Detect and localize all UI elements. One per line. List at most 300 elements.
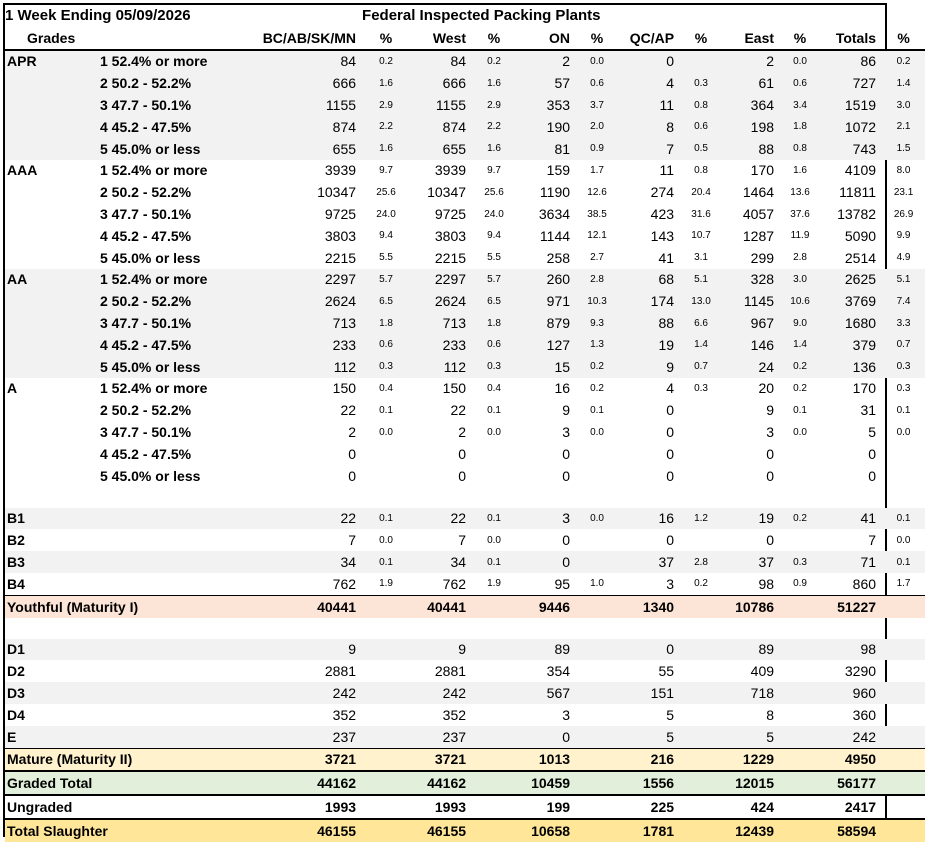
count-cell: 0 (562, 445, 571, 462)
count-cell: 151 (618, 682, 680, 704)
grade-label: 2 50.2 - 52.2% (100, 72, 250, 94)
percent-cell: 0.0 (487, 534, 501, 546)
percent-cell (576, 704, 618, 726)
grade-group (5, 72, 100, 94)
count-cell: 10347 (317, 184, 357, 201)
percent-cell (472, 465, 516, 487)
percent-cell (362, 465, 410, 487)
count-cell: 5 (868, 424, 877, 441)
percent-cell: 8.0 (896, 164, 911, 176)
col-header-totals: Totals (820, 27, 882, 50)
grade-group (5, 94, 100, 116)
table-row (5, 529, 925, 551)
percent-cell: 1.4 (680, 334, 722, 356)
count-cell: 874 (410, 116, 472, 138)
percent-cell: 9.7 (487, 164, 501, 176)
count-cell: 9446 (516, 595, 576, 617)
count-cell: 10347 (427, 184, 467, 201)
grade-label: 1 52.4% or more (100, 50, 250, 73)
percent-cell (680, 50, 722, 73)
col-header-bc: BC/AB/SK/MN (250, 27, 362, 50)
percent-cell: 5.7 (472, 269, 516, 291)
count-cell: 1144 (539, 227, 571, 244)
count-cell: 718 (722, 682, 780, 704)
count-cell: 34 (250, 551, 362, 573)
count-cell: 5090 (844, 227, 877, 244)
grade-group: APR (5, 50, 100, 73)
count-cell: 11 (659, 162, 675, 179)
percent-cell: 0.1 (793, 404, 807, 416)
count-cell: 0 (868, 445, 877, 462)
count-cell: 225 (618, 795, 680, 819)
count-cell: 0 (618, 639, 680, 661)
percent-cell: 12.1 (587, 230, 607, 242)
count-cell: 0 (516, 551, 576, 573)
count-cell: 3803 (324, 227, 357, 244)
count-cell: 4950 (820, 748, 882, 771)
count-cell: 352 (442, 706, 467, 723)
grade-label: 4 45.2 - 47.5% (100, 334, 250, 356)
percent-cell (362, 682, 410, 704)
percent-cell: 2.9 (472, 94, 516, 116)
count-cell: 22 (450, 402, 467, 419)
count-cell: 0 (766, 467, 775, 484)
percent-cell (472, 771, 516, 795)
percent-cell: 1.2 (680, 508, 722, 530)
count-cell: 1993 (410, 795, 472, 819)
percent-cell: 3.7 (576, 94, 618, 116)
grade-group (5, 334, 100, 356)
percent-cell (362, 443, 410, 465)
count-cell: 40441 (410, 595, 472, 617)
percent-cell: 23.1 (893, 186, 914, 198)
count-cell: 41 (658, 249, 675, 266)
count-cell: 9 (562, 402, 571, 419)
count-cell: 170 (852, 380, 877, 397)
percent-cell (576, 748, 618, 771)
count-cell: 2881 (434, 663, 467, 680)
percent-cell (362, 726, 410, 748)
count-cell: 424 (722, 795, 780, 819)
percent-cell: 3.0 (882, 94, 925, 116)
count-cell: 34 (410, 551, 472, 573)
count-cell: 0 (766, 445, 775, 462)
percent-cell: 1.8 (472, 312, 516, 334)
percent-cell: 0.7 (882, 334, 925, 356)
percent-cell: 2.2 (472, 116, 516, 138)
percent-cell (680, 819, 722, 842)
grade-label: 2 50.2 - 52.2% (100, 290, 250, 312)
grade-group: D1 (5, 639, 100, 661)
count-cell: 4109 (844, 162, 877, 179)
percent-cell: 0.0 (576, 50, 618, 73)
percent-cell: 5.1 (680, 269, 722, 291)
percent-cell: 37.6 (790, 208, 810, 220)
percent-cell: 1.8 (362, 312, 410, 334)
spacer-row (5, 487, 925, 508)
percent-cell: 0.0 (896, 426, 911, 438)
table-row (5, 269, 925, 291)
count-cell: 150 (332, 380, 357, 397)
count-cell: 88 (722, 138, 780, 160)
count-cell: 762 (332, 575, 357, 592)
grade-label (100, 704, 250, 726)
count-cell: 2625 (820, 269, 882, 291)
percent-cell (882, 595, 925, 617)
count-cell: 15 (516, 356, 576, 378)
percent-cell: 0.3 (896, 382, 911, 394)
count-cell: 22 (410, 508, 472, 530)
spacer-row (5, 618, 925, 639)
table-row (5, 72, 925, 94)
percent-cell (680, 660, 722, 682)
percent-cell (780, 704, 820, 726)
percent-cell: 0.2 (590, 382, 604, 394)
grade-group (5, 247, 100, 269)
percent-cell (576, 771, 618, 795)
count-cell: 199 (516, 795, 576, 819)
count-cell: 88 (618, 312, 680, 334)
percent-cell: 1.9 (379, 578, 393, 590)
count-cell: 353 (516, 94, 576, 116)
percent-cell: 6.5 (472, 290, 516, 312)
percent-cell: 0.6 (680, 116, 722, 138)
percent-cell: 6.6 (680, 312, 722, 334)
percent-cell: 0.4 (487, 382, 501, 394)
count-cell: 328 (722, 269, 780, 291)
summary-row-total (5, 819, 925, 842)
summary-label: Mature (Maturity II) (5, 748, 250, 771)
count-cell: 40441 (250, 595, 362, 617)
count-cell: 743 (820, 138, 882, 160)
table-row (5, 116, 925, 138)
percent-cell (780, 595, 820, 617)
percent-cell: 1.4 (882, 72, 925, 94)
percent-cell (882, 726, 925, 748)
percent-cell: 10.7 (691, 230, 711, 242)
count-cell: 2 (458, 424, 467, 441)
count-cell: 98 (820, 639, 882, 661)
table-row (5, 181, 925, 203)
percent-cell: 0.9 (576, 138, 618, 160)
grade-group (5, 443, 100, 465)
grade-label (100, 660, 250, 682)
count-cell: 112 (410, 356, 472, 378)
percent-cell (472, 660, 516, 682)
grade-label: 4 45.2 - 47.5% (100, 116, 250, 138)
count-cell: 237 (410, 726, 472, 748)
percent-cell (680, 704, 722, 726)
grade-label (100, 639, 250, 661)
count-cell: 360 (852, 706, 877, 723)
count-cell: 2 (516, 50, 576, 73)
percent-cell: 0.1 (472, 551, 516, 573)
count-cell: 22 (250, 508, 362, 530)
table-row (5, 290, 925, 312)
percent-cell (576, 639, 618, 661)
percent-cell (472, 748, 516, 771)
percent-cell: 0.0 (780, 50, 820, 73)
count-cell: 11 (618, 94, 680, 116)
grade-group: B4 (7, 575, 25, 592)
count-cell: 56177 (820, 771, 882, 795)
count-cell: 0 (458, 467, 467, 484)
percent-cell: 1.6 (793, 164, 807, 176)
summary-row-graded (5, 771, 925, 795)
grade-group (5, 312, 100, 334)
title-row (5, 5, 925, 27)
percent-cell (362, 595, 410, 617)
count-cell: 879 (516, 312, 576, 334)
percent-cell: 3.1 (694, 252, 708, 264)
percent-cell: 2.2 (362, 116, 410, 138)
count-cell: 567 (516, 682, 576, 704)
count-cell: 354 (546, 663, 571, 680)
percent-cell: 9.7 (379, 164, 393, 176)
count-cell: 2 (722, 50, 780, 73)
percent-cell (680, 682, 722, 704)
count-cell: 0 (666, 467, 675, 484)
count-cell: 3 (516, 508, 576, 530)
count-cell: 1993 (250, 795, 362, 819)
percent-cell (362, 819, 410, 842)
count-cell: 3721 (250, 748, 362, 771)
count-cell: 0 (766, 532, 775, 549)
percent-cell (680, 595, 722, 617)
col-header-pct: % (576, 27, 618, 50)
count-cell: 89 (722, 639, 780, 661)
grade-label (100, 573, 250, 595)
percent-cell (680, 795, 722, 819)
percent-cell: 1.7 (896, 578, 911, 590)
count-cell: 1155 (410, 94, 472, 116)
percent-cell (882, 639, 925, 661)
count-cell: 1680 (820, 312, 882, 334)
percent-cell: 1.7 (590, 164, 604, 176)
percent-cell (882, 795, 925, 819)
count-cell: 68 (618, 269, 680, 291)
count-cell: 666 (250, 72, 362, 94)
table-row (5, 660, 925, 682)
percent-cell (680, 726, 722, 748)
percent-cell: 0.3 (472, 356, 516, 378)
percent-cell: 0.8 (780, 138, 820, 160)
percent-cell (362, 748, 410, 771)
grade-label: 5 45.0% or less (100, 138, 250, 160)
count-cell: 19 (618, 334, 680, 356)
count-cell: 159 (546, 162, 571, 179)
percent-cell: 0.2 (472, 50, 516, 73)
report-title: 1 Week Ending 05/09/2026 (5, 7, 191, 25)
percent-cell (882, 682, 925, 704)
grade-label: 3 47.7 - 50.1% (100, 312, 250, 334)
count-cell: 3 (562, 706, 571, 723)
count-cell: 8 (766, 706, 775, 723)
count-cell: 0 (868, 467, 877, 484)
count-cell: 1013 (516, 748, 576, 771)
grade-group: B1 (5, 508, 100, 530)
percent-cell (576, 595, 618, 617)
count-cell: 71 (820, 551, 882, 573)
count-cell: 20 (758, 380, 775, 397)
count-cell: 2417 (820, 795, 882, 819)
percent-cell: 4.9 (896, 252, 911, 264)
percent-cell (780, 529, 820, 551)
count-cell: 364 (722, 94, 780, 116)
grade-group (5, 465, 100, 487)
percent-cell (680, 421, 722, 443)
grade-group (5, 203, 100, 225)
percent-cell: 0.2 (780, 508, 820, 530)
percent-cell (882, 443, 925, 465)
percent-cell: 13.6 (790, 186, 810, 198)
percent-cell: 0.3 (780, 551, 820, 573)
count-cell: 242 (410, 682, 472, 704)
count-cell: 713 (250, 312, 362, 334)
percent-cell: 0.1 (882, 551, 925, 573)
percent-cell (472, 819, 516, 842)
percent-cell: 26.9 (893, 208, 914, 220)
count-cell: 0 (562, 532, 571, 549)
grade-label: 3 47.7 - 50.1% (100, 94, 250, 116)
count-cell: 51227 (820, 595, 882, 617)
percent-cell: 0.6 (472, 334, 516, 356)
count-cell: 0 (458, 445, 467, 462)
grade-label: 5 45.0% or less (100, 356, 250, 378)
table-row (5, 225, 925, 247)
percent-cell (882, 819, 925, 842)
percent-cell: 9.3 (576, 312, 618, 334)
count-cell: 0 (666, 445, 675, 462)
percent-cell (472, 795, 516, 819)
percent-cell (780, 443, 820, 465)
count-cell: 2624 (250, 290, 362, 312)
percent-cell: 0.2 (362, 50, 410, 73)
count-cell: 1519 (820, 94, 882, 116)
percent-cell: 0.2 (882, 50, 925, 73)
count-cell: 136 (820, 356, 882, 378)
count-cell: 423 (650, 206, 675, 223)
count-cell: 0 (562, 467, 571, 484)
count-cell: 2297 (410, 269, 472, 291)
col-header-qc: QC/AP (618, 27, 680, 50)
count-cell: 860 (852, 575, 877, 592)
summary-label: Ungraded (5, 795, 250, 819)
count-cell: 7 (868, 532, 877, 549)
count-cell: 9725 (434, 206, 467, 223)
summary-row-youth (5, 595, 925, 617)
count-cell: 174 (618, 290, 680, 312)
count-cell: 237 (250, 726, 362, 748)
count-cell: 84 (250, 50, 362, 73)
percent-cell: 0.3 (694, 382, 708, 394)
count-cell: 655 (410, 138, 472, 160)
count-cell: 1556 (618, 771, 680, 795)
percent-cell: 10.6 (780, 290, 820, 312)
percent-cell (882, 704, 925, 726)
percent-cell: 0.1 (379, 404, 393, 416)
grade-group: B2 (7, 532, 25, 549)
report-subtitle: Federal Inspected Packing Plants (362, 7, 601, 25)
percent-cell: 0.0 (590, 426, 604, 438)
count-cell: 3939 (324, 162, 357, 179)
percent-cell: 0.9 (793, 578, 807, 590)
summary-row-mature (5, 748, 925, 771)
percent-cell: 0.2 (576, 356, 618, 378)
percent-cell: 0.6 (362, 334, 410, 356)
percent-cell: 11.9 (790, 230, 810, 242)
count-cell: 5 (666, 706, 675, 723)
percent-cell (680, 443, 722, 465)
col-header-pct: % (780, 27, 820, 50)
count-cell: 55 (658, 663, 675, 680)
count-cell: 379 (820, 334, 882, 356)
percent-cell (680, 529, 722, 551)
percent-cell: 9.0 (780, 312, 820, 334)
percent-cell: 1.6 (472, 138, 516, 160)
percent-cell: 0.0 (896, 534, 911, 546)
count-cell: 24 (722, 356, 780, 378)
percent-cell (576, 465, 618, 487)
percent-cell (680, 748, 722, 771)
grade-group (5, 421, 100, 443)
percent-cell: 20.4 (691, 186, 711, 198)
count-cell: 4 (618, 72, 680, 94)
count-cell: 0 (666, 424, 675, 441)
count-cell: 44162 (250, 771, 362, 795)
count-cell: 37 (618, 551, 680, 573)
count-cell: 7 (458, 532, 467, 549)
percent-cell: 2.8 (680, 551, 722, 573)
count-cell: 2215 (324, 249, 357, 266)
count-cell: 57 (516, 72, 576, 94)
percent-cell: 1.3 (576, 334, 618, 356)
col-header-pct: % (472, 27, 516, 50)
table-row (5, 465, 925, 487)
count-cell: 233 (250, 334, 362, 356)
percent-cell: 2.8 (576, 269, 618, 291)
percent-cell (472, 726, 516, 748)
percent-cell: 0.1 (362, 551, 410, 573)
percent-cell (576, 529, 618, 551)
count-cell: 0 (666, 402, 675, 419)
count-cell: 46155 (410, 819, 472, 842)
percent-cell (362, 639, 410, 661)
grade-label: 2 50.2 - 52.2% (100, 184, 192, 201)
count-cell: 61 (722, 72, 780, 94)
count-cell: 46155 (250, 819, 362, 842)
percent-cell: 2.8 (793, 252, 807, 264)
grade-group (5, 399, 100, 421)
percent-cell: 24.0 (484, 208, 504, 220)
percent-cell: 0.1 (362, 508, 410, 530)
percent-cell (780, 682, 820, 704)
percent-cell: 2.7 (590, 252, 604, 264)
percent-cell: 0.3 (680, 72, 722, 94)
percent-cell (882, 748, 925, 771)
count-cell: 190 (516, 116, 576, 138)
table-row (5, 399, 925, 421)
percent-cell: 1.6 (362, 138, 410, 160)
count-cell: 3769 (820, 290, 882, 312)
count-cell: 713 (410, 312, 472, 334)
count-cell: 260 (516, 269, 576, 291)
grade-label (100, 529, 250, 551)
percent-cell: 1.5 (882, 138, 925, 160)
percent-cell: 5.5 (379, 252, 393, 264)
percent-cell: 0.2 (793, 382, 807, 394)
percent-cell: 2.1 (882, 116, 925, 138)
